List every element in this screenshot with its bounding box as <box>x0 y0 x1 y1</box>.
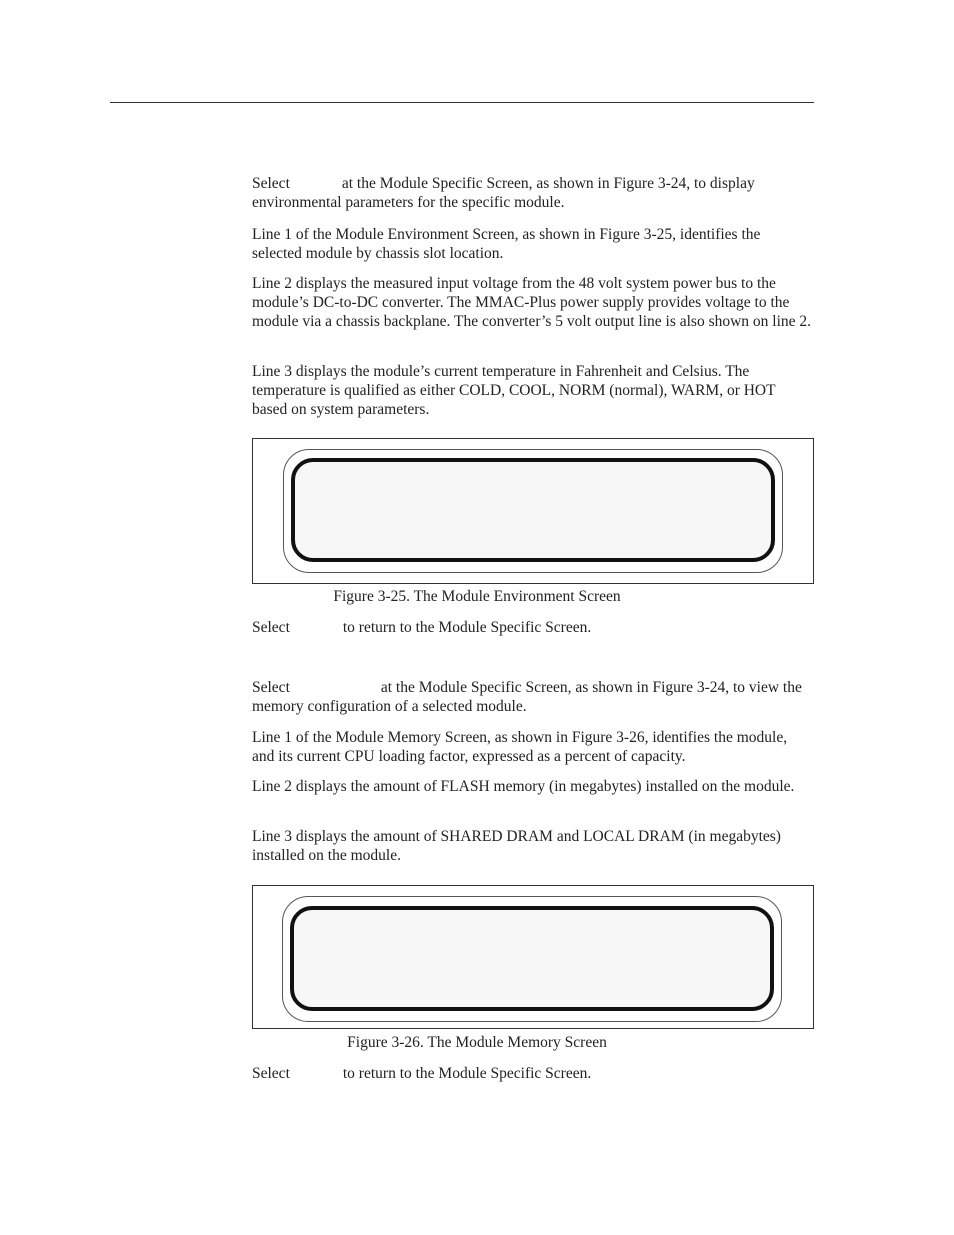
select-word: Select <box>252 679 290 696</box>
select-word: Select <box>252 619 290 636</box>
env-line2-paragraph: Line 2 displays the measured input voltage from the 48 volt system power bus to the module’s DC-to-DC converter. The MMAC-Plus power supply provides voltage to the module via a chassis backplane. The converter’s 5 volt output line is also shown on line 2. <box>252 275 812 330</box>
select-word: Select <box>252 175 290 192</box>
figure-3-25-frame <box>252 438 814 584</box>
mem-line3-paragraph: Line 3 displays the amount of SHARED DRAM and LOCAL DRAM (in megabytes) installed on the module. <box>252 828 781 864</box>
select-instructions: at the Module Specific Screen, as shown in Figure 3-24, to display environmental parameters for the specific module. <box>252 175 755 211</box>
header-rule <box>110 102 814 103</box>
lcd-display-environment <box>291 458 775 562</box>
return-instructions: to return to the Module Specific Screen. <box>342 619 592 636</box>
figure-3-26-frame <box>252 885 814 1029</box>
figure-3-25-caption: Figure 3-25. The Module Environment Screen <box>333 588 621 605</box>
lcd-display-memory <box>290 906 774 1011</box>
mem-line2-paragraph: Line 2 displays the amount of FLASH memory (in megabytes) installed on the module. <box>252 778 795 795</box>
select-instructions: at the Module Specific Screen, as shown in Figure 3-24, to view the memory configuration of a selected module. <box>252 679 802 715</box>
figure-3-26-caption: Figure 3-26. The Module Memory Screen <box>347 1034 607 1051</box>
mem-return-line <box>252 1064 812 1083</box>
mem-line1-paragraph: Line 1 of the Module Memory Screen, as shown in Figure 3-26, identifies the module, and its current CPU loading factor, expressed as a percent of capacity. <box>252 729 788 765</box>
select-word: Select <box>252 1065 290 1082</box>
mem-select-paragraph <box>252 678 812 716</box>
env-line1-paragraph: Line 1 of the Module Environment Screen, as shown in Figure 3-25, identifies the selected module by chassis slot location. <box>252 226 761 262</box>
return-instructions: to return to the Module Specific Screen. <box>342 1065 592 1082</box>
env-select-paragraph <box>252 174 812 212</box>
env-line3-paragraph: Line 3 displays the module’s current temperature in Fahrenheit and Celsius. The temperature is qualified as either COLD, COOL, NORM (normal), WARM, or HOT based on system parameters. <box>252 363 776 418</box>
env-return-line <box>252 618 812 637</box>
